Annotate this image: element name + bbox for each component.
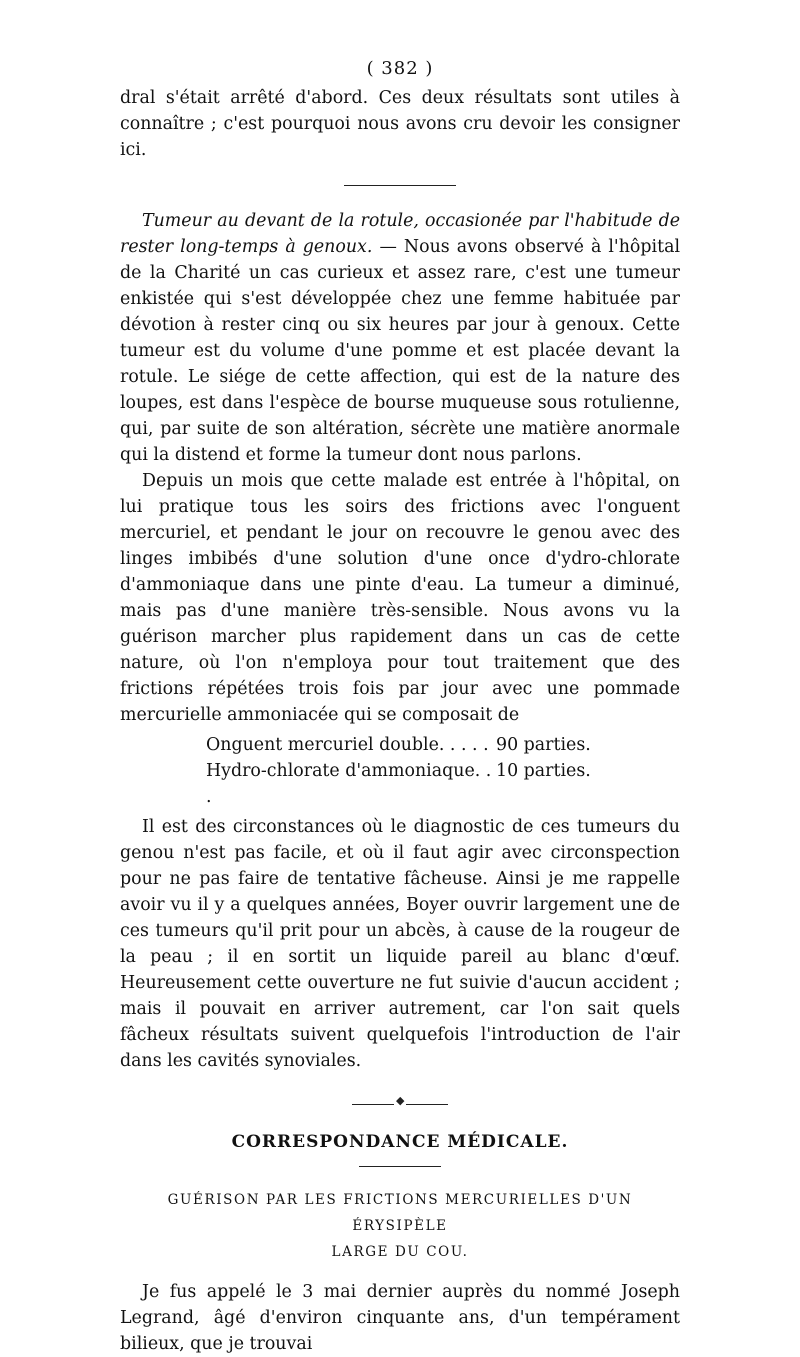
tumeur-title: Tumeur au devant de la rotule, occasionée par l'habitude de rester long-temps à genoux.: [120, 211, 680, 257]
article-heading-line2: LARGE DU COU.: [331, 1244, 469, 1260]
recipe-quantity: 90 parties.: [496, 735, 591, 755]
paragraph-intro: dral s'était arrêté d'abord. Ces deux résultats sont utiles à connaître ; c'est pourquoi nous avons cru devoir les consigner ici.: [120, 88, 680, 160]
tumeur-body: — Nous avons observé à l'hôpital de la Charité un cas curieux et assez rare, c'est une tumeur enkistée qui s'est développée chez une femme habituée par dévotion à rester cinq ou six heures par jour à genoux. Cette tumeur est du volume d'une pomme et est placée devant la rotule. Le siége de cette affection, qui est de la nature des loupes, est dans l'espèce de bourse muqueuse sous rotulienne, qui, par suite de son altération, sécrète une matière anormale qui la distend et forme la tumeur dont nous parlons.: [120, 237, 680, 465]
article-heading-line1: GUÉRISON PAR LES FRICTIONS MERCURIELLES D'UN ÉRYSIPÈLE: [167, 1192, 633, 1234]
paragraph-diagnostic: Il est des circonstances où le diagnostic de ces tumeurs du genou n'est pas facile, et où il faut agir avec circonspection pour ne pas faire de tentative fâcheuse. Ainsi je me rappelle avoir vu il y a quelques années, Boyer ouvrir largement une de ces tumeurs qu'il prit pour un abcès, à cause de la rougeur de la peau ; il en sortit un liquide pareil au blanc d'œuf. Heureusement cette ouverture ne fut suivie d'aucun accident ; mais il pouvait en arriver autrement, car l'on sait quels fâcheux résultats suivent quelquefois l'introduction de l'air dans les cavités synoviales.: [120, 817, 680, 1071]
article-heading: [120, 1187, 680, 1265]
section-rule: [359, 1166, 441, 1167]
recipe-table: [206, 732, 680, 810]
paragraph-tumeur: [120, 208, 680, 468]
recipe-ingredient: Onguent mercuriel double. . . . .: [206, 735, 489, 755]
section-title: CORRESPONDANCE MÉDICALE.: [231, 1132, 569, 1152]
recipe-row: [206, 732, 680, 758]
paragraph-treatment: Depuis un mois que cette malade est entrée à l'hôpital, on lui pratique tous les soirs des frictions avec l'onguent mercuriel, et pendant le jour on recouvre le genou avec des linges imbibés d'une solution d'une once d'ydro-chlorate d'ammoniaque dans une pinte d'eau. La tumeur a diminué, mais pas d'une manière très-sensible. Nous avons vu la guérison marcher plus rapidement dans un cas de cette nature, où l'on n'employa pour tout traitement que des frictions répétées trois fois par jour avec une pommade mercurielle ammoniacée qui se composait de: [120, 471, 680, 725]
page-number: ( 382 ): [366, 58, 434, 79]
paragraph-case: Je fus appelé le 3 mai dernier auprès du nommé Joseph Legrand, âgé d'environ cinquante ans, d'un tempérament bilieux, que je trouvai: [120, 1282, 680, 1354]
separator-rule: [344, 185, 456, 186]
document-page: [120, 58, 680, 1357]
recipe-row: [206, 758, 680, 810]
recipe-quantity: 10 parties.: [496, 761, 591, 781]
recipe-ingredient: Hydro-chlorate d'ammoniaque. . .: [206, 761, 492, 807]
ornament-divider: [352, 1100, 448, 1108]
